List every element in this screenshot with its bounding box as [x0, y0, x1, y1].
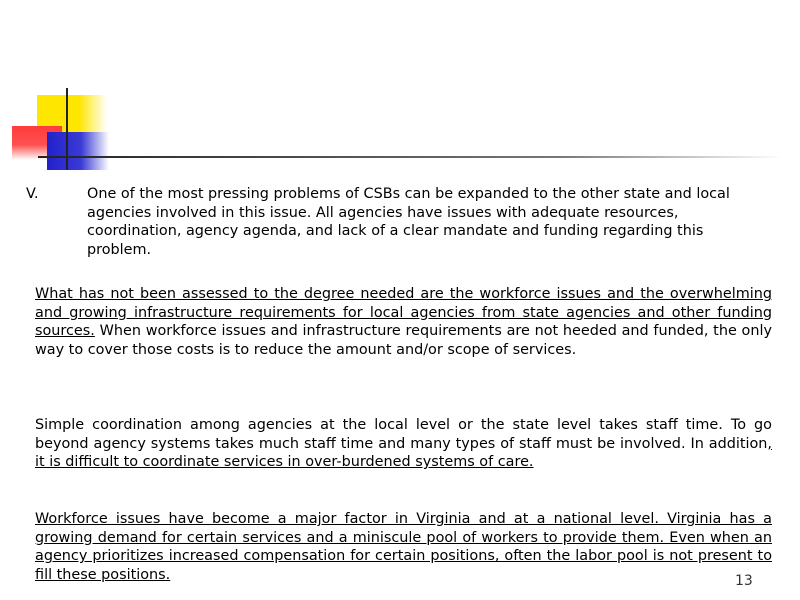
paragraph-virginia-workforce — [35, 510, 772, 584]
para2-plain: Simple coordination among agencies at the local level or the state level takes staff time. To go beyond agency systems takes much staff time and many types of staff must be involved. In addition — [35, 417, 772, 452]
para3-underlined: Workforce issues have become a major factor in Virginia and at a national level. Virginia has a growing demand for certain services and a miniscule pool of workers to provide them. Even when an agency prioritizes increased compensation for certain positions, often the labor pool is not present to fill these positions. — [35, 511, 772, 583]
item-v-text: One of the most pressing problems of CSBs can be expanded to the other state and local agencies involved in this issue. All agencies have issues with adequate resources, coordination, agency agenda, and lack of a clear mandate and funding regarding this problem. — [87, 186, 730, 258]
paragraph-coordination — [35, 416, 772, 472]
blue-square — [47, 132, 109, 170]
item-v — [26, 185, 770, 259]
para1-underlined: What has not been assessed to the degree needed are the workforce issues and the overwhelming and growing infrastructure requirements for local agencies from state agencies and other funding sources. — [35, 286, 772, 340]
slide-ornament — [0, 0, 800, 170]
para2-underlined: , it is difficult to coordinate services in over-burdened systems of care. — [35, 435, 772, 471]
item-v-marker: V. — [26, 186, 39, 202]
page-number: 13 — [735, 573, 753, 589]
horizontal-rule — [38, 156, 783, 158]
paragraph-workforce-infrastructure — [35, 285, 772, 359]
para1-rest: When workforce issues and infrastructure requirements are not heeded and funded, the only way to cover those costs is to reduce the amount and/or scope of services. — [35, 323, 772, 358]
